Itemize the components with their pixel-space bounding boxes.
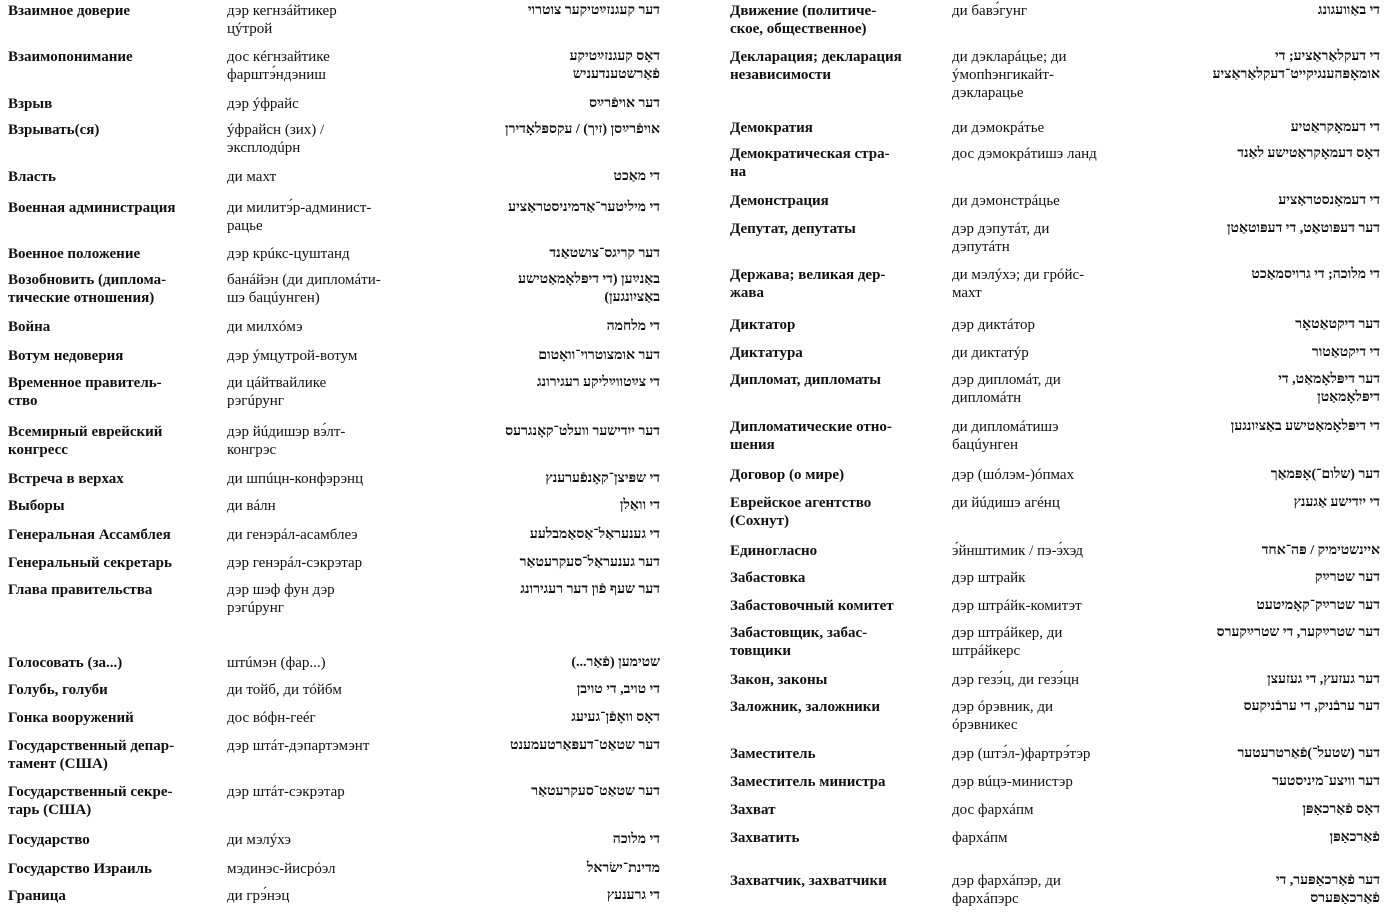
russian-term: Война (8, 319, 51, 335)
russian-term: Военное положение (8, 246, 141, 262)
transliteration: э́йнштимик / пэ-э́хэд (952, 543, 1084, 559)
yiddish-term: דער דעפּוטאַט, די דעפּוטאַטן (1226, 221, 1380, 236)
transliteration: дос кéгнзайтике фарштэ́ндэниш (227, 49, 330, 83)
transliteration: ди тойб, ди тóйбм (227, 682, 342, 698)
transliteration: дэр фархáпэр, ди фархáпэрс (952, 873, 1061, 907)
russian-term: Государственный депар- тамент (США) (8, 738, 175, 772)
russian-term: Гонка вооружений (8, 710, 134, 726)
yiddish-term: דאָס פֿאַרכאַפּן (1302, 802, 1380, 817)
transliteration: ди вáлн (227, 498, 276, 514)
yiddish-term: דער דיפּלאָמאַט, די דיפּלאָמאַטן (1278, 372, 1380, 405)
russian-term: Демократия (730, 120, 813, 136)
russian-term: Закон, законы (730, 672, 828, 688)
russian-term: Движение (политиче- ское, общественное) (730, 3, 877, 37)
russian-term: Дипломатические отно- шения (730, 419, 892, 453)
transliteration: дэр кегнзáйтикер цýтрой (227, 3, 337, 37)
yiddish-term: דער ערבֿניק, די ערבֿניקעס (1243, 699, 1380, 714)
transliteration: дэр штрáйк-комитэт (952, 598, 1082, 614)
yiddish-term: דער שטאַט־סעקרעטאַר (531, 784, 660, 799)
russian-term: Договор (о мире) (730, 467, 845, 483)
transliteration: мэдинэс-йисрóэл (227, 861, 336, 877)
russian-term: Временное правитель- ство (8, 375, 162, 409)
yiddish-term: שטימען (פֿאַר...) (571, 655, 660, 670)
yiddish-term: די צײַטווײַליקע רעגירונג (536, 375, 660, 390)
transliteration: дэр óрэвник, ди óрэвникес (952, 699, 1054, 733)
russian-term: Забастовка (730, 570, 806, 586)
yiddish-term: די מלוכה; די גרויסמאַכט (1251, 267, 1380, 282)
russian-term: Взрывать(ся) (8, 122, 100, 138)
russian-term: Власть (8, 169, 56, 185)
yiddish-term: די גרענעץ (606, 888, 660, 903)
yiddish-term: דער קעגנזײַטיקער צוטרוי (527, 3, 660, 18)
transliteration: дэр (шóлэм-)óпмах (952, 467, 1075, 483)
yiddish-term: די מלחמה (606, 319, 660, 334)
yiddish-term: די וואַלן (619, 498, 660, 513)
yiddish-term: דער קריגס־צושטאַנד (549, 246, 660, 261)
yiddish-term: דאָס וואָפֿן־געיעג (571, 710, 660, 725)
russian-term: Дипломат, дипломаты (730, 372, 882, 388)
russian-term: Голубь, голуби (8, 682, 108, 698)
transliteration: дэр генэрáл-сэкрэтар (227, 555, 363, 571)
transliteration: ди дэмонстрáцье (952, 193, 1060, 209)
yiddish-term: די שפּיצן־קאָנפֿערענץ (545, 471, 660, 486)
right-column (720, 0, 1389, 914)
yiddish-term: דער אויפֿרײַס (589, 96, 660, 111)
yiddish-term: דער שטרײַק־קאָמיטעט (1256, 598, 1380, 613)
transliteration: дэр шэф фун дэр рэгúрунг (227, 582, 335, 616)
transliteration: штúмэн (фар...) (227, 655, 326, 671)
yiddish-term: די דיקטאַטור (1311, 345, 1380, 360)
transliteration: дос фархáпм (952, 802, 1034, 818)
yiddish-term: די מאַכט (613, 169, 660, 184)
russian-term: Заместитель (730, 746, 816, 762)
russian-term: Депутат, депутаты (730, 221, 856, 237)
transliteration: дэр (штэ́л-)фартрэ́тэр (952, 746, 1091, 762)
transliteration: дэр штáт-дэпартэмэнт (227, 738, 370, 754)
russian-term: Еврейское агентство (Сохнут) (730, 495, 872, 529)
transliteration: ди дэмокрáтье (952, 120, 1045, 136)
transliteration: ди мэлýхэ; ди грóйс- махт (952, 267, 1085, 301)
yiddish-term: די באַוועגונג (1317, 3, 1380, 18)
russian-term: Граница (8, 888, 66, 904)
russian-term: Вотум недоверия (8, 348, 124, 364)
yiddish-term: דער דיקטאַטאָר (1295, 317, 1380, 332)
yiddish-term: די ייִדישע אַגענץ (1293, 495, 1380, 510)
yiddish-term: אויפֿרײַסן (זיך) / עקספּלאָדירן (505, 122, 660, 137)
yiddish-term: די דעקלאַראַציע; די אומאָפּהענגיקייט־דעקלאַראַציע (1212, 49, 1380, 82)
transliteration: дос дэмокрáтишэ ланд (952, 146, 1097, 162)
transliteration: дэр штрайк (952, 570, 1026, 586)
transliteration: ди грэ́нэц (227, 888, 290, 904)
russian-term: Голосовать (за...) (8, 655, 123, 671)
transliteration: ди милхóмэ (227, 319, 303, 335)
transliteration: дэр ýмцутрой-вотум (227, 348, 358, 364)
russian-term: Диктатура (730, 345, 803, 361)
russian-term: Забастовщик, забас- товщики (730, 625, 868, 659)
transliteration: ди бавэ́гунг (952, 3, 1028, 19)
yiddish-term: איינשטימיק / פּה־אחד (1261, 543, 1380, 558)
transliteration: ди махт (227, 169, 277, 185)
russian-term: Государство (8, 832, 90, 848)
transliteration: фархáпм (952, 830, 1008, 846)
russian-term: Демократическая стра- на (730, 146, 890, 180)
left-column (0, 0, 690, 914)
transliteration: дэр вúцэ-министэр (952, 774, 1073, 790)
transliteration: дэр гезэ́ц, ди гезэ́цн (952, 672, 1080, 688)
transliteration: ди милитэ́р-админист- рацье (227, 200, 372, 234)
transliteration: ди цáйтвайлике рэгúрунг (227, 375, 327, 409)
yiddish-term: דער גענעראַל־סעקרעטאַר (519, 555, 660, 570)
yiddish-term: די מיליטער־אַדמיניסטראַציע (508, 200, 660, 215)
transliteration: дэр ýфрайс (227, 96, 299, 112)
russian-term: Взрыв (8, 96, 53, 112)
russian-term: Захватить (730, 830, 800, 846)
transliteration: ди дипломáтишэ бацúунген (952, 419, 1059, 453)
russian-term: Диктатор (730, 317, 796, 333)
transliteration: дэр крúкс-цуштанд (227, 246, 350, 262)
yiddish-term: דער שטרײַק (1315, 570, 1380, 585)
russian-term: Возобновить (диплома- тические отношения) (8, 272, 167, 306)
transliteration: дэр йúдишэр вэ́лт- конгрэс (227, 424, 346, 458)
transliteration: ди шпúцн-конфэрэнц (227, 471, 364, 487)
russian-term: Встреча в верхах (8, 471, 124, 487)
transliteration: ди дэкларáцье; ди ýмопhэнгикайт- дэкларацье (952, 49, 1067, 101)
russian-term: Заместитель министра (730, 774, 886, 790)
yiddish-term: דער וויצע־מיניסטער (1272, 774, 1380, 789)
russian-term: Государственный секре- тарь (США) (8, 784, 173, 818)
yiddish-term: דער שטרײַקער, די שטרײַקערס (1216, 625, 1380, 640)
yiddish-term: דער פֿאַרכאַפּער, די פֿאַרכאַפּערס (1275, 873, 1380, 906)
yiddish-term: דער ייִדישער וועלט־קאָנגרעס (505, 424, 660, 439)
yiddish-term: דער שעף פֿון דער רעגירונג (520, 582, 660, 597)
yiddish-term: דער געזעץ, די געזעצן (1267, 672, 1380, 687)
yiddish-term: באַנײַען (די דיפּלאָמאַטישע באַציִונגען) (518, 272, 660, 305)
transliteration: ýфрайсн (зих) / эксплодúрн (227, 122, 325, 156)
yiddish-term: דער אומצוטרוי־וואָטום (538, 348, 660, 363)
yiddish-term: די גענעראַל־אַסאַמבלעע (529, 527, 660, 542)
russian-term: Всемирный еврейский конгресс (8, 424, 163, 458)
russian-term: Заложник, заложники (730, 699, 881, 715)
yiddish-term: דאָס קעגנזײַטיקע פֿאַרשטענדעניש (569, 49, 660, 82)
yiddish-term: די דעמאָנסטראַציע (1278, 193, 1380, 208)
russian-term: Глава правительства (8, 582, 153, 598)
transliteration: дэр диктáтор (952, 317, 1036, 333)
transliteration: дэр дипломáт, ди дипломáтн (952, 372, 1061, 406)
russian-term: Декларация; декларация независимости (730, 49, 902, 83)
yiddish-term: די דעמאָקראַטיע (1290, 120, 1380, 135)
transliteration: дэр штрáйкер, ди штрáйкерс (952, 625, 1063, 659)
yiddish-term: די מלוכה (612, 832, 660, 847)
yiddish-term: דער (שטעל־)פֿאַרטרעטער (1237, 746, 1380, 761)
russian-term: Единогласно (730, 543, 818, 559)
russian-term: Взаимное доверие (8, 3, 131, 19)
transliteration: дэр дэпутáт, ди дэпутáтн (952, 221, 1050, 255)
transliteration: ди диктатýр (952, 345, 1029, 361)
yiddish-term: פֿאַרכאַפּן (1329, 830, 1380, 845)
yiddish-term: מדינת־ישׂראל (586, 861, 660, 876)
transliteration: ди мэлýхэ (227, 832, 291, 848)
russian-term: Генеральная Ассамблея (8, 527, 171, 543)
yiddish-term: די טויב, די טויבן (576, 682, 660, 697)
transliteration: банáйэн (ди дипломáти- шэ бацúунген) (227, 272, 381, 306)
yiddish-term: די דיפּלאָמאַטישע באַציִונגען (1230, 419, 1380, 434)
russian-term: Генеральный секретарь (8, 555, 172, 571)
russian-term: Военная администрация (8, 200, 176, 216)
transliteration: дос вóфн-геéг (227, 710, 316, 726)
russian-term: Забастовочный комитет (730, 598, 894, 614)
russian-term: Выборы (8, 498, 65, 514)
russian-term: Захват (730, 802, 776, 818)
transliteration: ди йúдишэ агéнц (952, 495, 1060, 511)
yiddish-term: דער (שלום־)אָפּמאַך (1270, 467, 1380, 482)
russian-term: Держава; великая дер- жава (730, 267, 886, 301)
russian-term: Захватчик, захватчики (730, 873, 887, 889)
yiddish-term: דאָס דעמאָקראַטישע לאַנד (1237, 146, 1380, 161)
yiddish-term: דער שטאַט־דעפּאַרטעמענט (510, 738, 660, 753)
russian-term: Взаимопонимание (8, 49, 133, 65)
russian-term: Демонстрация (730, 193, 829, 209)
transliteration: дэр штáт-сэкрэтар (227, 784, 345, 800)
transliteration: ди генэрáл-асамблеэ (227, 527, 358, 543)
russian-term: Государство Израиль (8, 861, 152, 877)
